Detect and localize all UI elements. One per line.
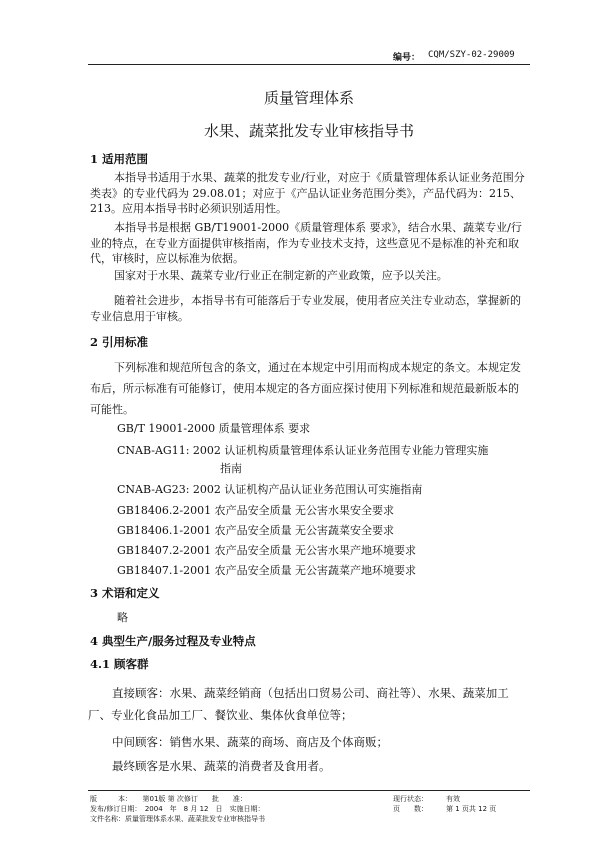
section-1-paragraph: 随着社会进步，本指导书有可能落后于专业发展，使用者应关注专业动态，掌握新的专业信息用于审核。 <box>90 294 521 323</box>
section-2-intro: 下列标准和规范所包含的条文，通过在本规定中引用而构成本规定的条文。本规定发布后，所示标准有可能修订，使用本规定的各方面应探讨使用下列标准和规范最新版本的可能性。 <box>90 361 521 416</box>
reference-item: GB/T 19001-2000 质量管理体系 要求 <box>117 422 311 435</box>
footer-divider <box>88 790 530 791</box>
section-4-heading: 4 典型生产/服务过程及专业特点 <box>90 634 256 648</box>
section-1-paragraph: 本指导书是根据 GB/T19001-2000《质量管理体系 要求》，结合水果、蔬菜专业/行业的特点，在专业方面提供审核指南，作为专业技术支持，这些意见不是标准的补充和取代，审核时，应以标准为依据。 <box>90 221 522 265</box>
reference-item: GB18407.1-2001 农产品安全质量 无公害蔬菜产地环境要求 <box>117 564 417 577</box>
section-3-heading: 3 术语和定义 <box>90 586 160 600</box>
reference-item-continuation: 指南 <box>220 462 242 475</box>
footer-status-value: 有效 <box>446 795 460 803</box>
footer-page-label: 页 数： <box>393 805 428 813</box>
footer-page-value: 第 1 页共 12 页 <box>446 805 497 813</box>
footer-status-label: 现行状态： <box>393 795 428 803</box>
section-1-paragraph: 国家对于水果、蔬菜专业/行业正在制定新的产业政策，应予以关注。 <box>114 269 448 282</box>
section-3-text: 略 <box>117 611 128 624</box>
reference-item: CNAB-AG11: 2002 认证机构质量管理体系认证业务范围专业能力管理实施 <box>117 444 489 457</box>
document-code-label: 编号： <box>393 53 421 63</box>
document-code-value: CQM/SZY-02-29009 <box>428 50 515 60</box>
section-4-1-heading: 4.1 顾客群 <box>90 657 149 671</box>
reference-item: CNAB-AG23: 2002 认证机构产品认证业务范围认可实施指南 <box>117 483 423 496</box>
header-divider <box>88 64 530 65</box>
section-1-heading: 1 适用范围 <box>90 152 149 166</box>
reference-item: GB18406.1-2001 农产品安全质量 无公害蔬菜安全要求 <box>117 524 395 537</box>
section-4-paragraph: 直接顾客：水果、蔬菜经销商（包括出口贸易公司、商社等）、水果、蔬菜加工厂、专业化食品加工厂、餐饮业、集体伙食单位等； <box>88 686 509 722</box>
footer-version: 版 本： 第01版 第 次修订 批 准： <box>90 795 247 803</box>
section-2-heading: 2 引用标准 <box>90 335 149 349</box>
document-title: 质量管理体系 <box>263 89 354 107</box>
footer-date: 发布/修订日期： 2004 年 8 月 12 日 实施日期： <box>90 805 265 813</box>
reference-item: GB18406.2-2001 农产品安全质量 无公害水果安全要求 <box>117 504 395 517</box>
section-4-paragraph: 中间顾客：销售水果、蔬菜的商场、商店及个体商贩； <box>112 735 388 749</box>
section-4-paragraph: 最终顾客是水果、蔬菜的消费者及食用者。 <box>112 759 331 773</box>
footer-file-name: 文件名称：质量管理体系水果、蔬菜批发专业审核指导书 <box>90 815 265 823</box>
document-subtitle: 水果、蔬菜批发专业审核指导书 <box>203 122 414 140</box>
section-1-paragraph: 本指导书适用于水果、蔬菜的批发专业/行业，对应于《质量管理体系认证业务范围分类表》的专业代码为 29.08.01；对应于《产品认证业务范围分类》，产品代码为：215、213。应用本指导书时必须识别适用性。 <box>90 171 525 215</box>
reference-item: GB18407.2-2001 农产品安全质量 无公害水果产地环境要求 <box>117 544 417 557</box>
